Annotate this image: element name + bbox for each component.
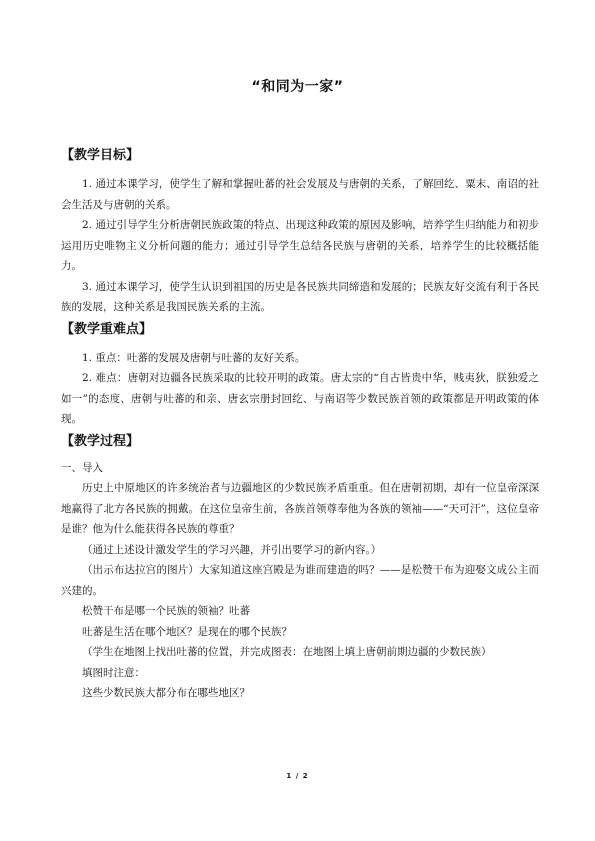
- document-body: [61, 146, 539, 704]
- key-point-item-2: 2. 难点：唐朝对边疆各民族采取的比较开明的政策。唐太宗的“自古皆贵中华，贱夷狄，朕独爱之如一”的态度、唐朝与吐蕃的和亲、唐玄宗册封回纥、与南诏等少数民族首领的政策都是开明政策的体现。: [61, 372, 539, 425]
- document-title: “和同为一家”: [251, 79, 344, 95]
- section-heading-teaching-goals: 【教学目标】: [61, 148, 140, 163]
- process-paragraph-1: 历史上中原地区的许多统治者与边疆地区的少数民族矛盾重重。但在唐朝初期，却有一位皇帝深深地赢得了北方各民族的拥戴。在这位皇帝生前，各族首领尊奉他为各族的领袖——“天可汗”，这位皇帝是谁？他为什么能获得各民族的尊重？: [61, 482, 539, 535]
- process-paragraph-4: 松赞干布是哪一个民族的领袖？吐蕃: [82, 605, 250, 617]
- page-number: 1 / 2: [286, 772, 309, 780]
- process-paragraph-3: （出示布达拉宫的图片）大家知道这座宫殿是为谁而建造的吗？——是松赞干布为迎娶文成公主而兴建的。: [61, 564, 539, 597]
- process-paragraph-7: 填图时注意：: [82, 666, 145, 679]
- key-point-item-1: 1. 重点：吐蕃的发展及唐朝与吐蕃的友好关系。: [82, 351, 306, 364]
- process-paragraph-6: （学生在地图上找出吐蕃的位置，并完成图表：在地图上填上唐朝前期边疆的少数民族）: [82, 646, 492, 658]
- goal-item-2: 2. 通过引导学生分析唐朝民族政策的特点、出现这种政策的原因及影响，培养学生归纳能力和初步运用历史唯物主义分析问题的能力；通过引导学生总结各民族与唐朝的关系，培养学生的比较概括能力。: [61, 219, 539, 272]
- section-heading-key-difficult-points: 【教学重难点】: [61, 321, 153, 337]
- section-heading-teaching-process: 【教学过程】: [61, 433, 140, 449]
- process-paragraph-8: 这些少数民族大都分布在哪些地区？: [82, 687, 250, 699]
- process-paragraph-5: 吐蕃是生活在哪个地区？是现在的哪个民族？: [82, 625, 292, 638]
- goal-item-1: 1. 通过本课学习，使学生了解和掌握吐蕃的社会发展及与唐朝的关系，了解回纥、粟末、南诏的社会生活及与唐朝的关系。: [61, 178, 539, 211]
- process-subheading-intro: 一、导入: [61, 461, 103, 474]
- process-paragraph-2: （通过上述设计激发学生的学习兴趣，并引出要学习的新内容。）: [82, 543, 382, 556]
- goal-item-3: 3. 通过本课学习，使学生认识到祖国的历史是各民族共同缔造和发展的；民族友好交流有利于各民族的发展，这种关系是我国民族关系的主流。: [61, 280, 539, 313]
